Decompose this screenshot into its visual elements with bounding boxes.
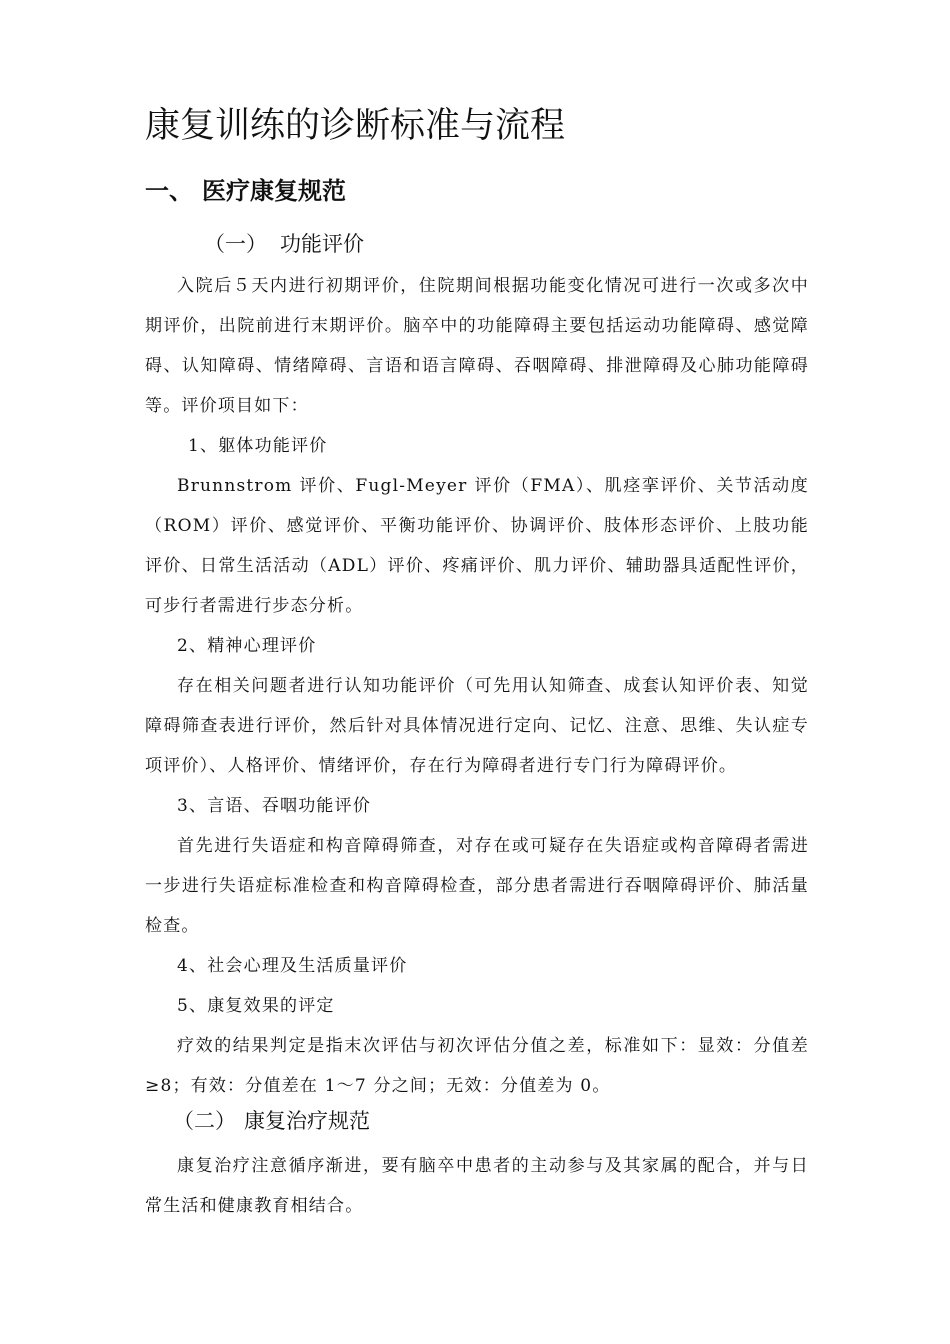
item-heading-mental-eval: 2、精神心理评价 [177, 636, 317, 656]
subsection-title: 功能评价 [280, 232, 364, 256]
subsection-number: （一） [204, 232, 267, 256]
section-number: 一、 [145, 177, 193, 205]
subsection-heading-treatment [173, 1106, 370, 1136]
section-heading-medical-rehab [145, 174, 825, 208]
subsection-number: （二） [173, 1109, 236, 1133]
subsection-heading-function-eval [204, 229, 364, 259]
paragraph-treatment: 康复治疗注意循序渐进，要有脑卒中患者的主动参与及其家属的配合，并与日常生活和健康教育相结合。 [145, 1156, 809, 1216]
document-title: 康复训练的诊断标准与流程 [145, 106, 566, 146]
paragraph-physical-eval: Brunnstrom 评价、Fugl-Meyer 评价（FMA）、肌痉挛评价、关节活动度（ROM）评价、感觉评价、平衡功能评价、协调评价、肢体形态评价、上肢功能评价、日常生活活动（ADL）评价、疼痛评价、肌力评价、辅助器具适配性评价，可步行者需进行步态分析。 [145, 476, 809, 616]
item-heading-effect-eval: 5、康复效果的评定 [177, 996, 335, 1016]
item-heading-speech-eval: 3、言语、吞咽功能评价 [177, 796, 372, 816]
item-heading-physical-eval: 1、躯体功能评价 [188, 436, 328, 456]
paragraph-effect-eval: 疗效的结果判定是指末次评估与初次评估分值之差，标准如下：显效：分值差≥8；有效：分值差在 1～7 分之间；无效：分值差为 0。 [145, 1036, 809, 1096]
item-heading-social-eval: 4、社会心理及生活质量评价 [177, 956, 408, 976]
paragraph-intro: 入院后５天内进行初期评价，住院期间根据功能变化情况可进行一次或多次中期评价，出院前进行末期评价。脑卒中的功能障碍主要包括运动功能障碍、感觉障碍、认知障碍、情绪障碍、言语和语言障碍、吞咽障碍、排泄障碍及心肺功能障碍等。评价项目如下： [145, 276, 809, 416]
subsection-title: 康复治疗规范 [244, 1109, 370, 1133]
paragraph-mental-eval: 存在相关问题者进行认知功能评价（可先用认知筛查、成套认知评价表、知觉障碍筛查表进行评价，然后针对具体情况进行定向、记忆、注意、思维、失认症专项评价）、人格评价、情绪评价，存在行为障碍者进行专门行为障碍评价。 [145, 676, 809, 776]
section-title: 医疗康复规范 [202, 177, 346, 205]
paragraph-speech-eval: 首先进行失语症和构音障碍筛查，对存在或可疑存在失语症或构音障碍者需进一步进行失语症标准检查和构音障碍检查，部分患者需进行吞咽障碍评价、肺活量检查。 [145, 836, 809, 936]
